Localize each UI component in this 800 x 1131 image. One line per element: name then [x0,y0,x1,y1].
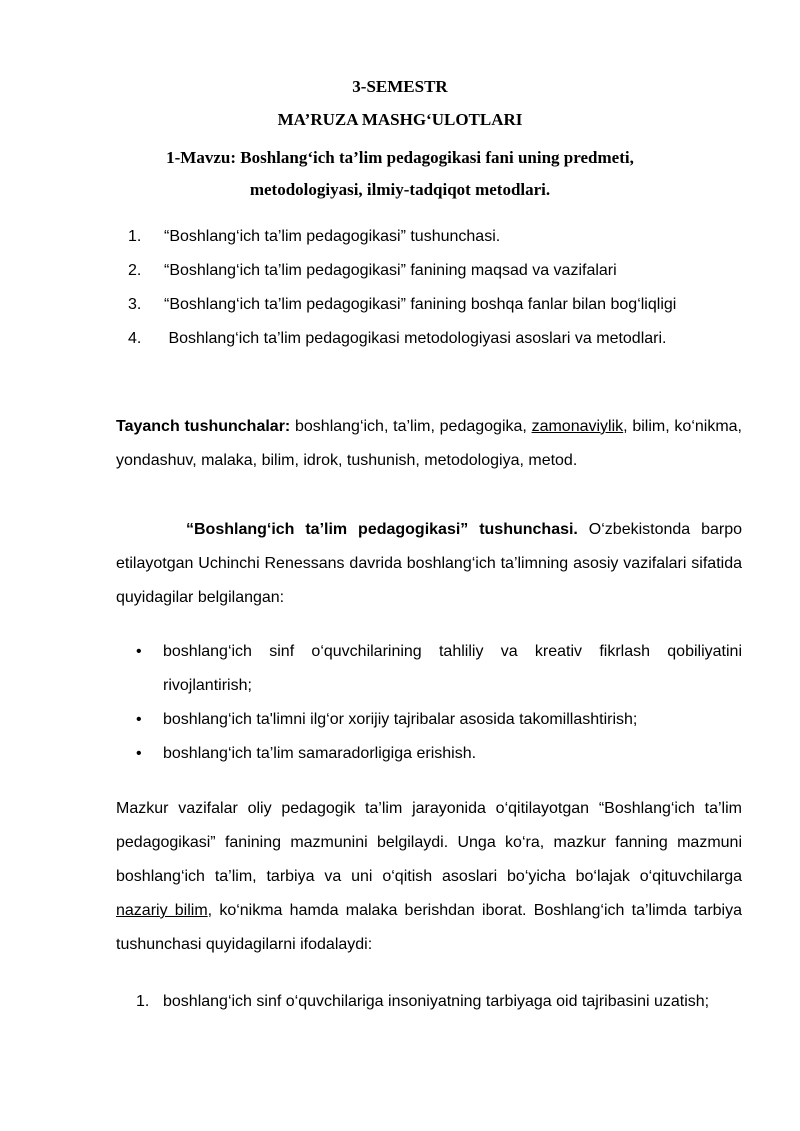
upbringing-item-text: boshlang‘ich sinf o‘quvchilariga insoniyatning tarbiyaga oid tajribasini uzatish; [163,993,710,1010]
bullet-item [136,737,742,771]
content-text-a: Mazkur vazifalar oliy pedagogik ta’lim jarayonida o‘qitilayotgan “Boshlang‘ich ta’lim pedagogikasi” fanining mazmunini belgilaydi. Unga ko‘ra, mazkur fanning mazmuni boshlang‘ich ta’lim, tarbiya va uni o‘qitish asoslari bo‘yicha bo‘lajak o‘qituvchilarga [116,800,742,885]
bullet-icon: • [136,711,142,728]
plan-item [128,290,768,324]
link-nazariy-bilim[interactable]: nazariy bilim [116,902,208,919]
plan-item [128,222,768,256]
keywords-label: Tayanch tushunchalar: [116,418,291,435]
intro-bold-term: “Boshlang‘ich ta’lim pedagogikasi” tushunchasi. [186,521,578,538]
topic-heading [60,142,740,206]
semester-heading: 3-SEMESTR [352,77,448,96]
content-text-b: , ko‘nikma hamda malaka berishdan iborat. Boshlang‘ich ta’limda tarbiya tushunchasi quyidagilarni ifodalaydi: [116,902,742,953]
plan-item-text: “Boshlang‘ich ta’lim pedagogikasi” tushunchasi. [164,228,501,245]
topic-line-1: 1-Mavzu: Boshlang‘ich ta’lim pedagogikasi fani uning predmeti, [166,148,634,167]
tasks-bullet-list [136,635,742,771]
plan-item-text: Boshlang‘ich ta’lim pedagogikasi metodologiyasi asoslari va metodlari. [164,330,667,347]
bullet-item [136,635,742,703]
plan-item-number: 2. [128,262,142,279]
plan-item-number: 4. [128,330,142,347]
bullet-text: boshlang‘ich ta’lim samaradorligiga erishish. [163,745,477,762]
plan-item-number: 1. [128,228,142,245]
upbringing-item [136,985,742,1019]
plan-list [128,222,768,358]
bullet-icon: • [136,643,142,660]
upbringing-item-number: 1. [136,993,150,1010]
plan-item-number: 3. [128,296,142,313]
upbringing-list [136,985,742,1019]
plan-item [128,324,768,358]
keyword-link-zamonaviylik[interactable]: zamonaviylik [531,418,624,435]
keywords-text-b: , bilim, ko‘nikma, yondashuv, malaka, bilim, idrok, tushunish, metodologiya, metod. [116,418,743,469]
keywords-paragraph [116,410,742,478]
keywords-text-a: boshlang‘ich, ta’lim, pedagogika, [290,418,532,435]
content-paragraph [116,792,742,962]
plan-item-text: “Boshlang‘ich ta’lim pedagogikasi” fanining maqsad va vazifalari [164,262,617,279]
section-heading: MA’RUZA MASHG‘ULOTLARI [277,110,523,129]
bullet-text: boshlang‘ich sinf o‘quvchilarining tahliliy va kreativ fikrlash qobiliyatini rivojlantirish; [163,643,742,694]
topic-line-2: metodologiyasi, ilmiy-tadqiqot metodlari. [249,180,551,199]
bullet-icon: • [136,745,142,762]
plan-item-text: “Boshlang‘ich ta’lim pedagogikasi” fanining boshqa fanlar bilan bog‘liqligi [164,296,677,313]
plan-item [128,256,768,290]
bullet-text: boshlang‘ich ta'limni ilg‘or xorijiy tajribalar asosida takomillashtirish; [163,711,638,728]
intro-paragraph [116,513,742,615]
intro-text: O‘zbekistonda barpo etilayotgan Uchinchi Renessans davrida boshlang‘ich ta’limning asosiy vazifalari sifatida quyidagilar belgilangan: [116,521,743,606]
bullet-item [136,703,742,737]
